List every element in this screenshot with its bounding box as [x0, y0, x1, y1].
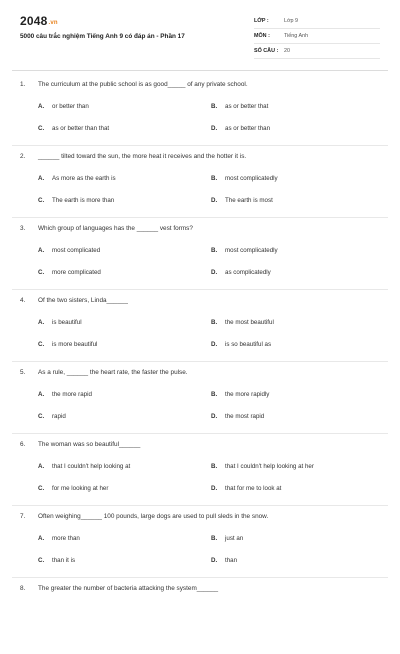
site-logo[interactable]	[20, 14, 58, 28]
question-divider	[12, 577, 388, 578]
question-list	[0, 78, 400, 654]
question-divider	[12, 289, 388, 290]
option-letter: B.	[211, 535, 218, 542]
question-number: 7.	[20, 513, 26, 520]
meta-info	[254, 14, 380, 59]
meta-value: Tiếng Anh	[284, 33, 309, 39]
answer-option-a[interactable]	[38, 103, 89, 110]
answer-option-d[interactable]	[211, 485, 281, 492]
option-letter: B.	[211, 463, 218, 470]
question-divider	[12, 217, 388, 218]
question-text-line	[20, 441, 386, 448]
question-text: ______ tilted toward the sun, the more heat it receives and the hotter it is.	[38, 153, 247, 160]
meta-row-count	[254, 44, 380, 59]
question-text-line	[20, 153, 386, 160]
option-letter: C.	[38, 125, 45, 132]
question-number: 1.	[20, 81, 26, 88]
logo-suffix: .vn	[48, 20, 58, 26]
option-text: rapid	[52, 413, 66, 420]
question-item	[0, 222, 400, 294]
answer-option-d[interactable]	[211, 197, 273, 204]
answer-option-a[interactable]	[38, 535, 80, 542]
option-text: is beautiful	[52, 319, 82, 326]
option-text: As more as the earth is	[52, 175, 116, 182]
option-text: that I couldn't help looking at her	[225, 463, 314, 470]
option-letter: D.	[211, 341, 218, 348]
question-number: 6.	[20, 441, 26, 448]
question-text: Of the two sisters, Linda______	[38, 297, 128, 304]
answer-option-a[interactable]	[38, 391, 92, 398]
option-letter: D.	[211, 197, 218, 204]
option-letter: A.	[38, 247, 45, 254]
document-title: 5000 câu trắc nghiệm Tiếng Anh 9 có đáp án - Phần 17	[20, 33, 185, 40]
question-text: Often weighing______ 100 pounds, large dogs are used to pull sleds in the snow.	[38, 513, 269, 520]
question-text-line	[20, 369, 386, 376]
option-text: the more rapid	[52, 391, 92, 398]
option-letter: C.	[38, 557, 45, 564]
question-text: The woman was so beautiful______	[38, 441, 141, 448]
option-text: for me looking at her	[52, 485, 109, 492]
option-text: The earth is more than	[52, 197, 115, 204]
answer-option-a[interactable]	[38, 175, 116, 182]
option-letter: D.	[211, 125, 218, 132]
option-text: or better than	[52, 103, 89, 110]
option-letter: A.	[38, 319, 45, 326]
option-text: most complicatedly	[225, 247, 278, 254]
option-text: than	[225, 557, 238, 564]
option-text: as complicatedly	[225, 269, 271, 276]
question-item	[0, 150, 400, 222]
question-text-line	[20, 297, 386, 304]
option-text: the more rapidly	[225, 391, 270, 398]
option-text: more complicated	[52, 269, 101, 276]
answer-option-c[interactable]	[38, 269, 101, 276]
question-item	[0, 294, 400, 366]
answer-option-a[interactable]	[38, 463, 130, 470]
header-divider	[12, 70, 388, 71]
question-number: 8.	[20, 585, 26, 592]
option-letter: B.	[211, 391, 218, 398]
question-text-line	[20, 225, 386, 232]
option-text: the most beautiful	[225, 319, 274, 326]
option-text: most complicatedly	[225, 175, 278, 182]
question-item	[0, 366, 400, 438]
meta-label: LỚP :	[254, 18, 269, 24]
option-letter: D.	[211, 413, 218, 420]
answer-option-d[interactable]	[211, 341, 271, 348]
answer-option-d[interactable]	[211, 413, 264, 420]
question-text: Which group of languages has the ______ vest forms?	[38, 225, 193, 232]
option-letter: C.	[38, 485, 45, 492]
option-letter: A.	[38, 391, 45, 398]
option-text: as or better that	[225, 103, 269, 110]
question-item	[0, 510, 400, 582]
question-divider	[12, 433, 388, 434]
question-text: The curriculum at the public school is as good_____ of any private school.	[38, 81, 248, 88]
question-item	[0, 78, 400, 150]
question-text: The greater the number of bacteria attacking the system______	[38, 585, 219, 592]
answer-option-b[interactable]	[211, 175, 278, 182]
answer-option-b[interactable]	[211, 463, 314, 470]
meta-value: 20	[284, 48, 290, 54]
question-number: 4.	[20, 297, 26, 304]
question-text-line	[20, 585, 386, 592]
option-text: that I couldn't help looking at	[52, 463, 131, 470]
answer-option-d[interactable]	[211, 125, 270, 132]
option-text: as or better than that	[52, 125, 110, 132]
meta-row-grade	[254, 14, 380, 29]
option-letter: B.	[211, 319, 218, 326]
answer-option-b[interactable]	[211, 247, 278, 254]
meta-row-subject	[254, 29, 380, 44]
option-text: just an	[225, 535, 244, 542]
option-letter: B.	[211, 175, 218, 182]
answer-option-c[interactable]	[38, 485, 108, 492]
option-letter: A.	[38, 103, 45, 110]
option-text: most complicated	[52, 247, 101, 254]
answer-option-b[interactable]	[211, 103, 268, 110]
option-letter: A.	[38, 535, 45, 542]
answer-option-b[interactable]	[211, 319, 274, 326]
question-number: 3.	[20, 225, 26, 232]
option-text: the most rapid	[225, 413, 265, 420]
question-text: As a rule, ______ the heart rate, the faster the pulse.	[38, 369, 188, 376]
answer-option-a[interactable]	[38, 319, 82, 326]
answer-option-d[interactable]	[211, 557, 237, 564]
option-text: more than	[52, 535, 80, 542]
option-text: as or better than	[225, 125, 271, 132]
option-letter: D.	[211, 557, 218, 564]
option-text: is more beautiful	[52, 341, 98, 348]
option-letter: C.	[38, 341, 45, 348]
answer-option-c[interactable]	[38, 341, 97, 348]
question-number: 5.	[20, 369, 26, 376]
option-letter: D.	[211, 485, 218, 492]
meta-label: SỐ CÂU :	[254, 48, 279, 54]
header	[0, 0, 400, 62]
option-letter: C.	[38, 413, 45, 420]
meta-label: MÔN :	[254, 33, 270, 39]
question-number: 2.	[20, 153, 26, 160]
option-text: is so beautiful as	[225, 341, 272, 348]
answer-option-a[interactable]	[38, 247, 100, 254]
answer-option-c[interactable]	[38, 557, 75, 564]
option-text: The earth is most	[225, 197, 273, 204]
meta-value: Lớp 9	[284, 18, 299, 24]
logo-text: 2048	[20, 14, 48, 28]
answer-option-b[interactable]	[211, 391, 269, 398]
answer-option-d[interactable]	[211, 269, 271, 276]
question-text-line	[20, 513, 386, 520]
option-letter: B.	[211, 103, 218, 110]
question-divider	[12, 361, 388, 362]
answer-option-b[interactable]	[211, 535, 243, 542]
option-letter: B.	[211, 247, 218, 254]
option-letter: A.	[38, 463, 45, 470]
question-divider	[12, 505, 388, 506]
question-item	[0, 582, 400, 654]
question-divider	[12, 145, 388, 146]
answer-option-c[interactable]	[38, 125, 109, 132]
answer-option-c[interactable]	[38, 197, 114, 204]
option-letter: A.	[38, 175, 45, 182]
question-text-line	[20, 81, 386, 88]
option-text: that for me to look at	[225, 485, 282, 492]
option-text: than it is	[52, 557, 76, 564]
option-letter: D.	[211, 269, 218, 276]
option-letter: C.	[38, 269, 45, 276]
answer-option-c[interactable]	[38, 413, 66, 420]
option-letter: C.	[38, 197, 45, 204]
question-item	[0, 438, 400, 510]
